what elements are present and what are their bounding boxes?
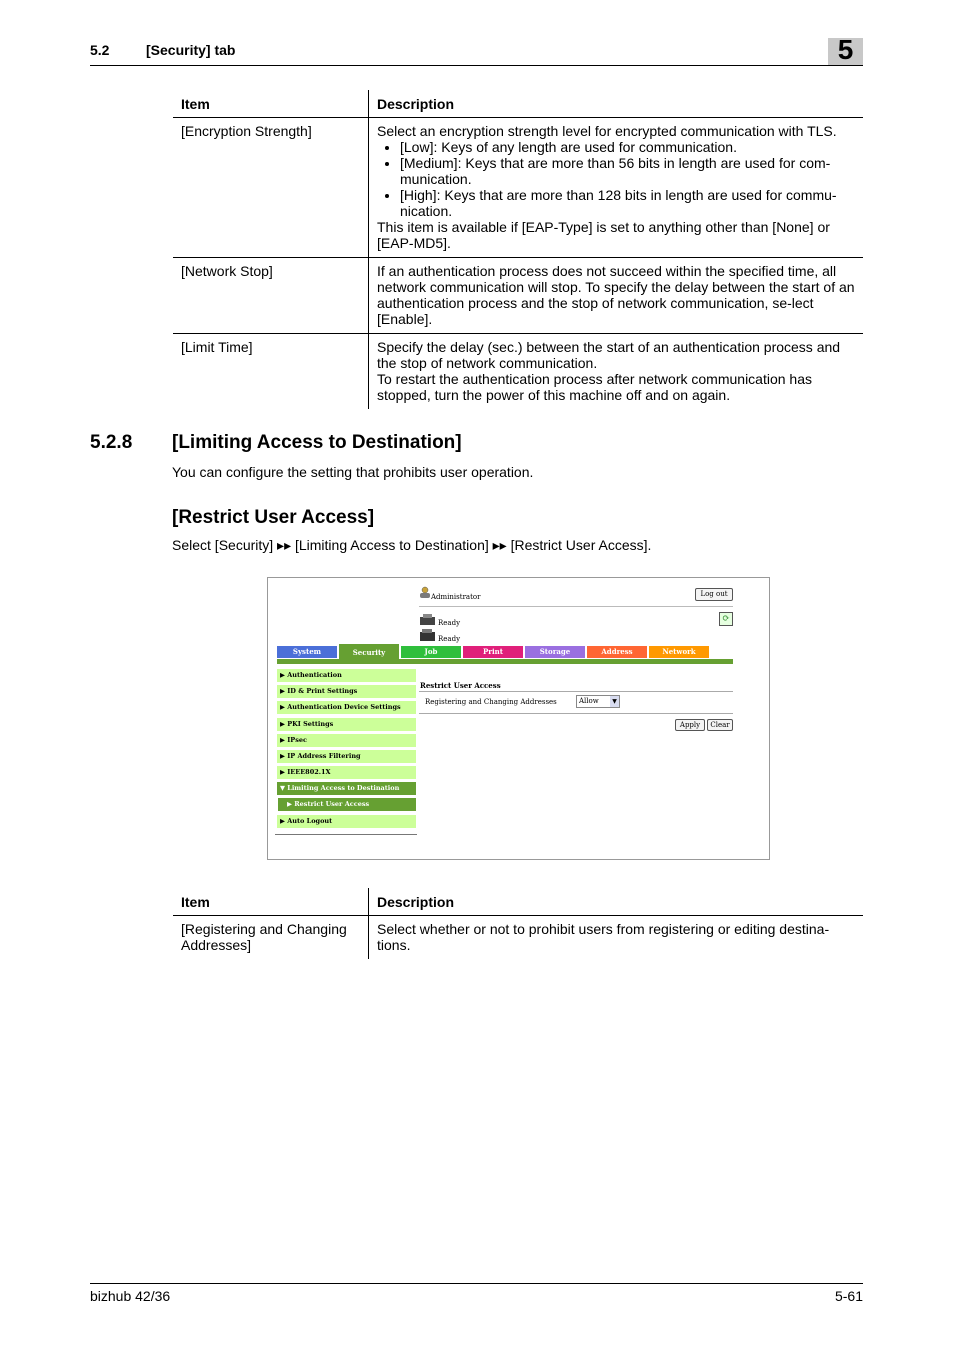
- web-ui-screenshot: [267, 577, 770, 860]
- menu-id-print-settings[interactable]: ▶ ID & Print Settings: [277, 685, 416, 698]
- panel-field-divider: [419, 713, 733, 714]
- menu-restrict-user-access[interactable]: ▶ Restrict User Access: [278, 798, 416, 811]
- menu-authentication[interactable]: ▶ Authentication: [277, 669, 416, 682]
- menu-ip-address-filtering[interactable]: ▶ IP Address Filtering: [277, 750, 416, 763]
- chapter-number: 5: [837, 34, 854, 65]
- tab-underline-bar: [277, 659, 733, 664]
- desc-intro: Select an encryption strength level for encrypted communication with TLS.: [377, 123, 837, 139]
- tab-job[interactable]: Job: [401, 646, 461, 658]
- menu-limiting-access-to-destination[interactable]: ▼ Limiting Access to Destination: [277, 782, 416, 795]
- section-title: [Limiting Access to Destination]: [172, 432, 462, 453]
- col-desc-header: Description: [369, 90, 864, 118]
- subsection-heading: [Restrict User Access]: [172, 507, 375, 528]
- settings-table-2: [173, 888, 863, 959]
- user-name: Administrator: [431, 593, 481, 601]
- tab-security[interactable]: Security: [339, 644, 399, 660]
- row-item: [Encryption Strength]: [173, 118, 369, 258]
- printer-icon: [419, 613, 437, 626]
- user-icon: [419, 586, 431, 598]
- access-select[interactable]: [576, 695, 620, 708]
- menu-pki-settings[interactable]: ▶ PKI Settings: [277, 718, 416, 731]
- tab-address[interactable]: Address: [587, 646, 647, 658]
- row-description: [369, 118, 864, 258]
- desc-part: Specify the delay (sec.) between the start of an authentication process and the stop of network communication.: [377, 339, 841, 371]
- tab-print[interactable]: Print: [463, 646, 523, 658]
- section-number: 5.2.8: [90, 432, 133, 453]
- row-item: [Registering and Changing Addresses]: [173, 916, 369, 960]
- table-row: [173, 118, 863, 258]
- col-item-header: Item: [173, 90, 369, 118]
- row-description: [369, 334, 864, 410]
- menu-auto-logout[interactable]: ▶ Auto Logout: [277, 815, 416, 828]
- table-header-row: [173, 888, 863, 916]
- table-header-row: [173, 90, 863, 118]
- scanner-status: Ready: [438, 635, 461, 643]
- top-divider: [419, 606, 733, 607]
- bullet-item: • [Medium]: Keys that are more than 56 bits in length are used for com-munication.: [400, 155, 855, 187]
- footer-page-number: 5-61: [834, 1288, 863, 1304]
- refresh-icon[interactable]: ⟳: [719, 612, 733, 626]
- navigation-path: Select [Security] ▸▸ [Limiting Access to Destination] ▸▸ [Restrict User Access].: [172, 537, 652, 553]
- row-item: [Network Stop]: [173, 258, 369, 334]
- section-intro: You can configure the setting that prohibits user operation.: [172, 464, 534, 480]
- apply-button[interactable]: Apply: [675, 719, 705, 731]
- row-description: Select whether or not to prohibit users from registering or editing destina-tions.: [377, 921, 830, 953]
- table-row: [173, 258, 863, 334]
- settings-table-1: [173, 90, 863, 409]
- field-label: Registering and Changing Addresses: [425, 698, 557, 706]
- desc-outro: This item is available if [EAP-Type] is set to anything other than [None] or [EAP-MD5].: [377, 219, 830, 251]
- menu-authentication-device-settings[interactable]: ▶ Authentication Device Settings: [277, 701, 416, 714]
- panel-title: Restrict User Access: [420, 681, 501, 690]
- tab-storage[interactable]: Storage: [525, 646, 585, 658]
- header-section-number: 5.2: [90, 42, 110, 58]
- col-item-header: Item: [173, 888, 369, 916]
- tab-system[interactable]: System: [277, 646, 337, 658]
- header-section-title: [Security] tab: [146, 42, 236, 58]
- panel-title-divider: [419, 691, 733, 692]
- footer-product: bizhub 42/36: [90, 1288, 171, 1304]
- row-item: [Limit Time]: [173, 334, 369, 410]
- section-heading: [90, 432, 462, 454]
- table-row: [173, 916, 863, 960]
- scanner-icon: [419, 628, 437, 642]
- row-description: If an authentication process does not succeed within the specified time, all network communication will stop. To specify the delay between the start of an authentication process and the stop of network communication, se-lect [Enable].: [369, 258, 864, 334]
- col-desc-header: Description: [369, 888, 864, 916]
- tab-network[interactable]: Network: [649, 646, 709, 658]
- header-rule: [90, 65, 863, 66]
- bullet-item: • [High]: Keys that are more than 128 bits in length are used for commu-nication.: [400, 187, 855, 219]
- select-value: Allow: [579, 697, 599, 705]
- footer-rule: [90, 1283, 863, 1284]
- printer-status: Ready: [438, 619, 461, 627]
- menu-bottom-divider: [275, 834, 417, 835]
- desc-part: To restart the authentication process after network communication has stopped, turn the power of this machine off and on again.: [377, 371, 812, 403]
- bullet-list: [377, 139, 855, 219]
- menu-ieee8021x[interactable]: ▶ IEEE802.1X: [277, 766, 416, 779]
- chevron-down-icon[interactable]: ▼: [610, 696, 619, 707]
- table-row: [173, 334, 863, 410]
- clear-button[interactable]: Clear: [707, 719, 733, 731]
- menu-ipsec[interactable]: ▶ IPsec: [277, 734, 416, 747]
- logout-button[interactable]: Log out: [695, 588, 733, 601]
- bullet-item: • [Low]: Keys of any length are used for communication.: [400, 139, 855, 155]
